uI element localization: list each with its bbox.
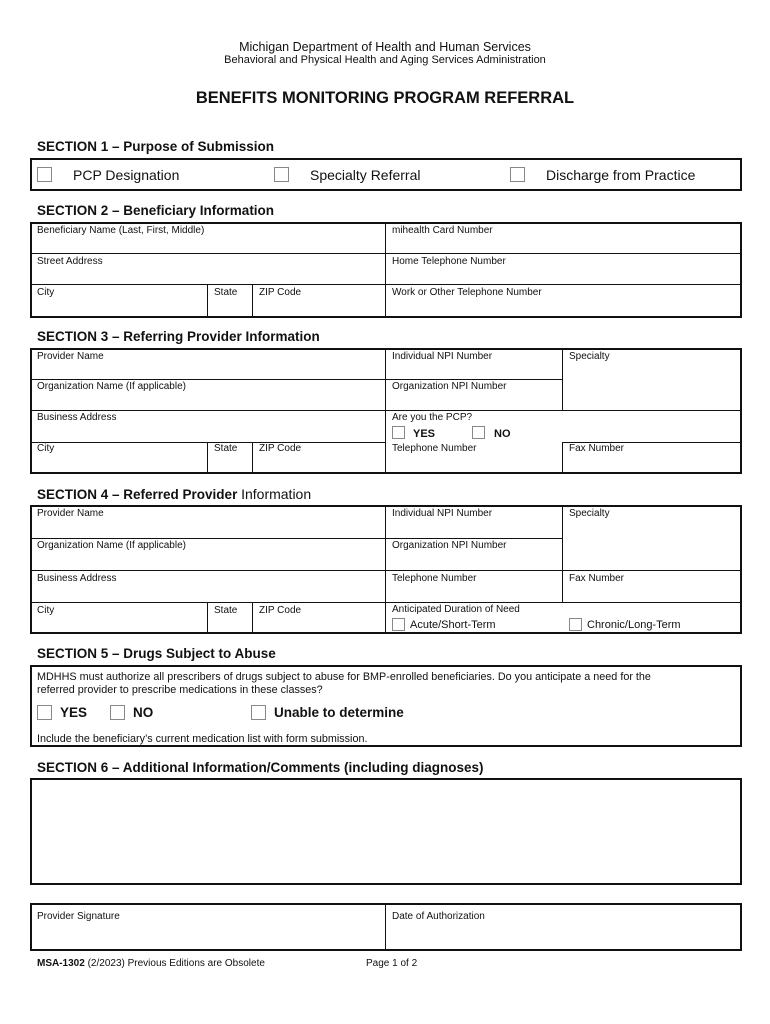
referred-city-field[interactable]: City [37,605,55,616]
section1-heading: SECTION 1 – Purpose of Submission [37,139,275,154]
form-id: MSA-1302 [37,958,85,969]
section4-heading-bold: SECTION 4 – Referred Provider [37,487,238,502]
divider [385,348,386,474]
divider [30,570,742,571]
pcp-designation-label: PCP Designation [73,167,180,183]
form-edition: (2/2023) Previous Editions are Obsolete [84,958,265,969]
chronic-checkbox[interactable] [569,618,582,631]
referred-zip-field[interactable]: ZIP Code [259,605,302,616]
drugs-unable-label: Unable to determine [274,705,404,720]
division-name: Behavioral and Physical Health and Aging Services Administration [224,54,546,66]
section6-heading: SECTION 6 – Additional Information/Comments (including diagnoses) [37,760,484,775]
referring-state-field[interactable]: State [214,443,238,454]
referred-state-field[interactable]: State [214,605,238,616]
referring-specialty-field[interactable]: Specialty [569,351,610,362]
referring-zip-field[interactable]: ZIP Code [259,443,302,454]
work-telephone-field[interactable]: Work or Other Telephone Number [392,287,542,298]
footer-form-info [37,958,265,969]
drugs-yes-label: YES [60,705,88,720]
provider-signature-field[interactable]: Provider Signature [37,911,120,922]
divider [30,602,742,603]
city-field[interactable]: City [37,287,55,298]
divider [30,538,562,539]
section5-text-line1: MDHHS must authorize all prescribers of drugs subject to abuse for BMP-enrolled beneficiaries. Do you anticipate a need for the [37,671,651,683]
referred-individual-npi-field[interactable]: Individual NPI Number [392,508,493,519]
zip-field[interactable]: ZIP Code [259,287,302,298]
divider [252,602,253,634]
divider [562,348,563,410]
drugs-no-checkbox[interactable] [110,705,125,720]
section4-heading [37,486,311,502]
pcp-designation-checkbox[interactable] [37,167,52,182]
divider [252,442,253,474]
referring-org-name-field[interactable]: Organization Name (If applicable) [37,381,186,392]
divider [562,442,563,474]
pcp-yes-checkbox[interactable] [392,426,405,439]
home-telephone-field[interactable]: Home Telephone Number [392,256,506,267]
section2-table [30,222,742,318]
pcp-no-label: NO [494,428,511,440]
referring-city-field[interactable]: City [37,443,55,454]
divider [30,253,742,254]
discharge-label: Discharge from Practice [546,167,696,183]
drugs-yes-checkbox[interactable] [37,705,52,720]
pcp-no-checkbox[interactable] [472,426,485,439]
section4-heading-light: Information [241,486,312,502]
section5-heading: SECTION 5 – Drugs Subject to Abuse [37,646,276,661]
divider [385,222,386,318]
divider [207,284,208,318]
referred-org-name-field[interactable]: Organization Name (If applicable) [37,540,186,551]
section3-heading: SECTION 3 – Referring Provider Information [37,329,320,344]
acute-checkbox[interactable] [392,618,405,631]
section3-table [30,348,742,474]
referred-telephone-field[interactable]: Telephone Number [392,573,477,584]
referred-provider-name-field[interactable]: Provider Name [37,508,104,519]
medication-list-note: Include the beneficiary’s current medication list with form submission. [37,733,368,745]
divider [207,602,208,634]
pcp-yes-label: YES [413,428,436,440]
divider [252,284,253,318]
acute-label: Acute/Short-Term [410,619,496,631]
mihealth-card-field[interactable]: mihealth Card Number [392,225,493,236]
state-field[interactable]: State [214,287,238,298]
section2-heading: SECTION 2 – Beneficiary Information [37,203,275,218]
referred-org-npi-field[interactable]: Organization NPI Number [392,540,507,551]
referring-provider-name-field[interactable]: Provider Name [37,351,104,362]
divider [385,505,386,634]
agency-name: Michigan Department of Health and Human Services [239,40,531,54]
referring-telephone-field[interactable]: Telephone Number [392,443,477,454]
page-number: Page 1 of 2 [366,958,418,969]
section5-text-line2: referred provider to prescribe medications in these classes? [37,684,323,696]
chronic-label: Chronic/Long-Term [587,619,681,631]
divider [385,903,386,951]
divider [30,284,742,285]
divider [30,379,562,380]
drugs-unable-checkbox[interactable] [251,705,266,720]
signature-table [30,903,742,951]
duration-label: Anticipated Duration of Need [392,604,520,615]
are-you-pcp-label: Are you the PCP? [392,412,473,423]
referred-business-address-field[interactable]: Business Address [37,573,117,584]
discharge-checkbox[interactable] [510,167,525,182]
referring-fax-field[interactable]: Fax Number [569,443,625,454]
divider [207,442,208,474]
specialty-referral-label: Specialty Referral [310,167,421,183]
comments-textarea[interactable] [30,778,742,885]
date-of-authorization-field[interactable]: Date of Authorization [392,911,485,922]
referred-specialty-field[interactable]: Specialty [569,508,610,519]
referring-business-address-field[interactable]: Business Address [37,412,117,423]
referring-org-npi-field[interactable]: Organization NPI Number [392,381,507,392]
form-title: BENEFITS MONITORING PROGRAM REFERRAL [195,89,575,107]
referring-individual-npi-field[interactable]: Individual NPI Number [392,351,493,362]
specialty-referral-checkbox[interactable] [274,167,289,182]
divider [30,410,742,411]
drugs-no-label: NO [133,705,154,720]
section5-text [37,671,737,697]
divider [562,505,563,602]
street-address-field[interactable]: Street Address [37,256,103,267]
beneficiary-name-field[interactable]: Beneficiary Name (Last, First, Middle) [37,225,205,236]
referred-fax-field[interactable]: Fax Number [569,573,625,584]
